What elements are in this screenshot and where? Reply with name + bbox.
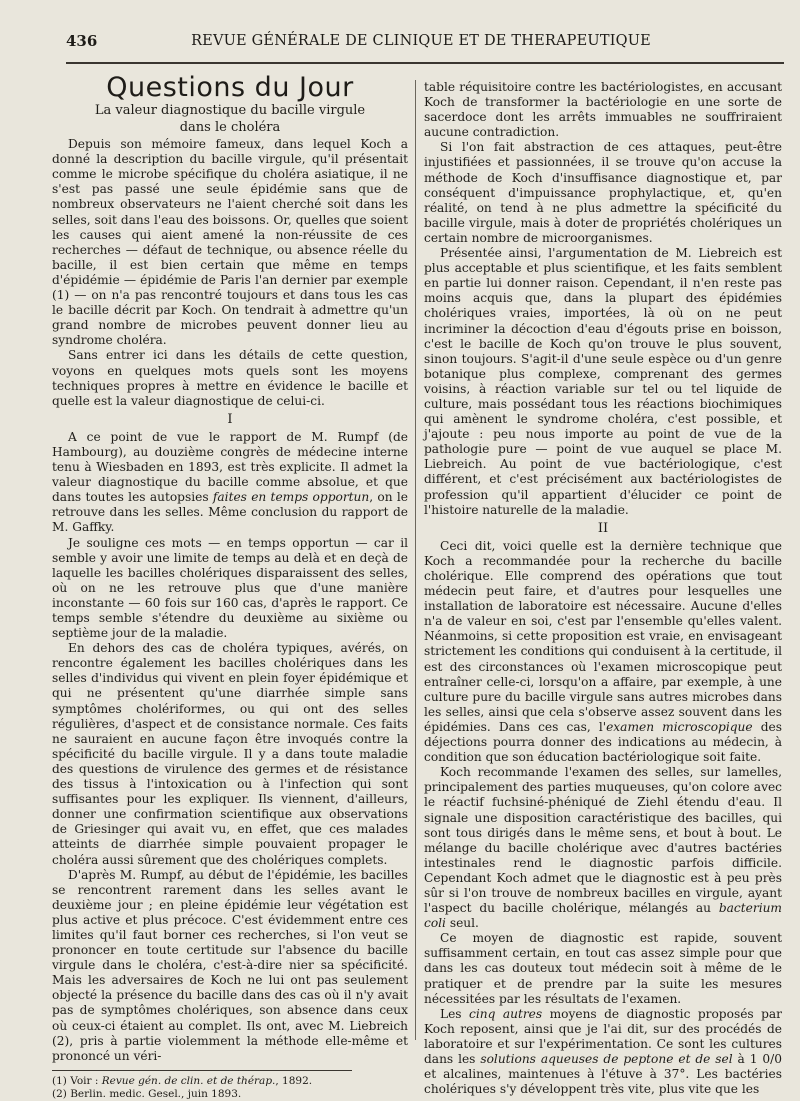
right-column (424, 80, 782, 1097)
text-run: (1) Voir : (52, 1074, 102, 1087)
paragraph: Je souligne ces mots — en temps opportun — car il semble y avoir une limite de temps au delà et en deçà de laquelle les bacilles cholériques disparaissent des selles, où on ne les retrouve plus que d'une manière inconstante — 60 fois sur 160 cas, d'après le rapport. Ce temps semble s'étendre du deuxième au sixième ou septième jour de la maladie. (52, 535, 408, 641)
emphasis: examen microscopique (606, 719, 753, 734)
paragraph: Ce moyen de diagnostic est rapide, souvent suffisamment certain, en tout cas assez simple pour que dans les cas douteux tout médecin soit à même de le pratiquer et de prendre par la suite les mesures nécessitées par les résultats de l'examen. (424, 931, 782, 1006)
emphasis: Revue gén. de clin. et de thérap. (101, 1074, 276, 1087)
paragraph (424, 765, 782, 931)
paragraph: En dehors des cas de choléra typiques, avérés, on rencontre également les bacilles cholériques dans les selles d'individus qui vivent en plein foyer épidémique et qui ne présentent qu'une diarrhée simple sans symptômes cholériformes, ou qui ont des selles régulières, d'aspect et de consistance normale. Ces faits ne sauraient en aucune façon être invoqués contre la spécificité du bacille virgule. Il y a dans toute maladie des questions de virulence des germes et de résistance des tissus à l'intoxication ou à l'infection qui sont suffisantes pour les expliquer. Ils viennent, d'ailleurs, donner une confirmation scientifique aux observations de Griesinger qui avait vu, en effet, que ces malades atteints de diarrhée simple pouvaient propager le choléra aussi sûrement que des cholériques complets. (52, 641, 408, 867)
text-run: Les (440, 1006, 470, 1021)
article-title: La valeur diagnostique du bacille virgule (94, 103, 366, 119)
paragraph (424, 539, 782, 765)
header-rule (66, 62, 784, 64)
footnote: (2) Berlin. medic. Gesel., juin 1893. (52, 1087, 242, 1100)
running-header (66, 30, 786, 52)
running-title: REVUE GÉNÉRALE DE CLINIQUE ET DE THERAPEUTIQUE (191, 33, 651, 49)
text-run: , 1892. (275, 1074, 313, 1087)
section-number: II (597, 520, 609, 536)
footnote-rule (52, 1070, 352, 1071)
text-run: A ce point de vue le rapport de M. Rumpf (de Hambourg), au douzième congrès de médecine interne tenu à Wiesbaden en 1893, est très explicite. Il admet la valeur diagnostique du bacille comme absolue, et que dans toutes les autopsies (52, 429, 408, 505)
paragraph (52, 430, 408, 536)
paragraph: Sans entrer ici dans les détails de cette question, voyons en quelques mots quels sont les moyens techniques propres à mettre en évidence le bacille et quelle est la valeur diagnostique de celui-ci. (52, 348, 408, 408)
page-number: 436 (66, 32, 98, 50)
left-column (52, 72, 408, 1101)
text-run: , on le retrouve dans les selles. Même conclusion du rapport de M. Gaffky. (52, 490, 408, 535)
article-subtitle: dans le choléra (179, 120, 281, 136)
column-divider (415, 80, 416, 1040)
text-run: Koch recommande l'examen des selles, sur lamelles, principalement des parties muqueuses, qu'on colore avec le réactif fuchsiné-phéniqué de Ziehl étendu d'eau. Il signale une disposition caractéristique des bacilles, qui sont tous dirigés dans le même sens, et bout à bout. Le mélange du bacille cholérique avec d'autres bactéries intestinales rend le diagnostic parfois difficile. Cependant Koch admet que le diagnostic est à peu près sûr si l'on trouve de nombreux bacilles en virgule, ayant l'aspect du bacille cholérique, mélangés au (424, 765, 782, 916)
section-heading: Questions du Jour (106, 72, 354, 103)
paragraph: table réquisitoire contre les bactériologistes, en accusant Koch de transformer la bactériologie en une sorte de sacerdoce dont les arrêts immuables ne souffriraient aucune contradiction. (424, 80, 782, 140)
text-run: des déjections pourra donner des indications au médecin, à condition que son éducation bactériologique soit faite. (424, 719, 782, 765)
paragraph (424, 1007, 782, 1098)
section-number: I (227, 411, 233, 427)
text-run: Ceci dit, voici quelle est la dernière technique que Koch a recommandée pour la recherche du bacille cholérique. Elle comprend des opérations que tout médecin peut faire, et d'autres pour lesquelles une installation de laboratoire est nécessaire. Aucune d'elles n'a de valeur en soi, c'est par l'ensemble qu'elles valent. Néanmoins, si cette proposition est vraie, en envisageant strictement les conditions qui conduisent à la certitude, il est des circonstances où l'examen microscopique peut entraîner celle-ci, lorsqu'on a affaire, par exemple, à une culture pure du bacille virgule sans autres microbes dans les selles, ainsi que cela s'observe assez souvent dans les épidémies. Dans ces cas, l' (424, 538, 782, 734)
emphasis: faites en temps opportun (212, 490, 370, 505)
paragraph: Si l'on fait abstraction de ces attaques, peut-être injustifiées et passionnées, il se trouve qu'on accuse la méthode de Koch d'insuffisance diagnostique et, par conséquent d'impuissance prophylactique, et, qu'en réalité, on tend à ne plus admettre la spécificité du bacille virgule, mais à doter de propriétés cholériques un certain nombre de microorganismes. (424, 140, 782, 245)
emphasis: bacterium coli (424, 901, 782, 931)
paragraph: Depuis son mémoire fameux, dans lequel Koch a donné la description du bacille virgule, qu'il présentait comme le microbe spécifique du choléra asiatique, il ne s'est pas passé une seule épidémie sans que de nombreux observateurs ne l'aient cherché soit dans les selles, soit dans l'eau des boissons. Or, quelles que soient les causes qui aient amené la non-réussite de ces recherches — défaut de technique, ou absence réelle du bacille, il est bien certain que même en temps d'épidémie — épidémie de Paris l'an dernier par exemple (1) — on n'a pas rencontré toujours et dans tous les cas le bacille décrit par Koch. On tendrait à admettre qu'un grand nombre de microbes peuvent donner lieu au syndrome choléra. (52, 137, 408, 348)
text-run: à 1 0/0 et alcalines, maintenues à l'étuve à 37°. Les bactéries cholériques s'y développent très vite, plus vite que les (424, 1052, 782, 1097)
paragraph: D'après M. Rumpf, au début de l'épidémie, les bacilles se rencontrent rarement dans les selles avant le deuxième jour ; en pleine épidémie leur végétation est plus active et plus précoce. C'est évidemment entre ces limites qu'il faut borner ces recherches, si l'on veut se prononcer en toute certitude sur l'absence du bacille virgule dans le choléra, c'est-à-dire nier sa spécificité. Mais les adversaires de Koch ne lui ont pas seulement objecté la présence du bacille dans des cas où il n'y avait pas de symptômes cholériques, son absence dans ceux où ceux-ci étaient au complet. Ils ont, avec M. Liebreich (2), pris à partie violemment la méthode elle-même et prononcé un véri- (52, 867, 408, 1063)
text-run: moyens de diagnostic proposés par Koch reposent, ainsi que je l'ai dit, sur des procédés de laboratoire et sur l'expérimentation. Ce sont les cultures dans les (424, 1006, 783, 1066)
paragraph: Présentée ainsi, l'argumentation de M. Liebreich est plus acceptable et plus scientifique, et les faits semblent en partie lui donner raison. Cependant, il n'en reste pas moins acquis que, dans la plupart des épidémies cholériques vraies, importées, là où on ne peut incriminer la décoction d'eau d'égouts prise en boisson, c'est le bacille de Koch qu'on trouve le plus souvent, sinon toujours. S'agit-il d'une seule espèce ou d'un genre botanique plus complexe, comprenant des germes voisins, à réaction variable sur tel ou tel liquide de culture, mais possédant tous les réactions biochimiques qui amènent le syndrome choléra, c'est possible, et j'ajoute : peu nous importe au point de vue de la pathologie pure — point de vue auquel se place M. Liebreich. Au point de vue bactériologique, c'est différent, et c'est précisément aux bactériologistes de profession qu'il appartient d'élucider ce point de l'histoire naturelle de la maladie. (424, 246, 782, 517)
emphasis: cinq autres (469, 1006, 543, 1021)
text-run: seul. (445, 916, 479, 931)
emphasis: solutions aqueuses de peptone et de sel (480, 1052, 733, 1066)
